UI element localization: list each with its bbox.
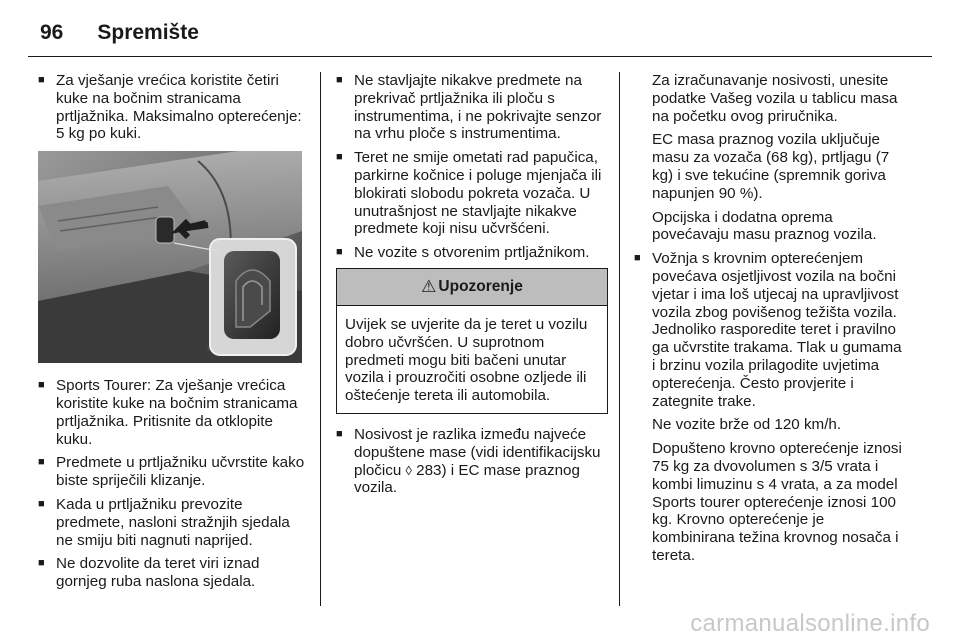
para-speed-limit: Ne vozite brže od 120 km/h. <box>652 416 842 434</box>
warning-box <box>336 268 608 414</box>
warning-icon: ⚠ <box>421 277 437 297</box>
payload-text-end: 283) i EC mase praznog vozila. <box>354 461 580 497</box>
warning-header <box>337 269 607 306</box>
bullet-seat-backs: ■ Kada u prtljažniku prevozite predmete, nasloni stražnjih sjedala ne smiju biti nagnuti naprijed. <box>38 496 306 549</box>
luggage-hook-illustration <box>38 151 302 363</box>
warning-title: Upozorenje <box>438 278 523 296</box>
bullet-no-objects-dashboard: ■ Ne stavljajte nikakve predmete na prekrivač prtljažnika ili ploču s instrumentima, i ne pokrivajte senzor na vrhu ploče s instrumentima. <box>336 72 608 143</box>
bullet-roof-load: ■ Vožnja s krovnim opterećenjem povećava osjetljivost vozila na bočni vjetar i ima loš utjecaj na upravljivost vozila zbog povišenog težišta vozila. Jednoliko rasporedite teret i pravilno ga učvrstite trakama. Tlak u gumama i brzinu vozila prilagodite uvjetima opterećenja. Često provjerite i zategnite trake. <box>634 250 906 410</box>
column-3 <box>634 72 906 571</box>
page-reference-icon: ◊ <box>405 462 412 478</box>
para-ec-mass: EC masa praznog vozila uključuje masu za vozača (68 kg), prtljagu (7 kg) i sve tekućine (spremnik goriva napunjen 90 %). <box>652 131 890 202</box>
payload-text-start: Nosivost je razlika između najveće dopuštene mase (vidi identifikacijsku pločicu <box>354 425 601 479</box>
bullet-pedals-free: ■ Teret ne smije ometati rad papučica, parkirne kočnice i poluge mjenjača ili blokirati slobodu pokreta vozača. U unutrašnjost ne stavljajte nikakve predmete koji nisu učvršćeni. <box>336 149 608 238</box>
page-number: 96 <box>40 21 64 44</box>
bullet-closed-tailgate: ■ Ne vozite s otvorenim prtljažnikom. <box>336 244 608 262</box>
page-header <box>40 16 199 50</box>
bullet-sports-tourer: ■ Sports Tourer: Za vješanje vrećica koristite kuke na bočnim stranicama prtljažnika. Pritisnite da otklopite kuku. <box>38 377 306 448</box>
watermark: carmanualsonline.info <box>690 610 930 637</box>
luggage-hook-photo <box>38 151 302 363</box>
column-1 <box>38 72 306 597</box>
page-title: Spremište <box>97 21 199 44</box>
header-divider <box>28 56 932 57</box>
bullet-cargo-height: ■ Ne dozvolite da teret viri iznad gornjeg ruba naslona sjedala. <box>38 555 306 591</box>
para-payload-calc: Za izračunavanje nosivosti, unesite podatke Vašeg vozila u tablicu masa na početku ovog priručnika. <box>652 72 898 125</box>
bullet-bag-hooks: ■ Za vješanje vrećica koristite četiri kuke na bočnim stranicama prtljažnika. Maksimalno opterećenje: 5 kg po kuki. <box>38 72 306 143</box>
bullet-payload <box>336 426 608 497</box>
column-divider-2 <box>619 72 620 606</box>
warning-text: Uvijek se uvjerite da je teret u vozilu dobro učvršćen. U suprotnom predmeti mogu biti bačeni unutar vozila i prouzročiti osobne ozljede ili oštećenje tereta ili automobila. <box>345 315 588 405</box>
para-optional-equipment: Opcijska i dodatna oprema povećavaju masu praznog vozila. <box>652 208 877 244</box>
column-divider-1 <box>320 72 321 606</box>
column-2 <box>336 72 608 503</box>
bullet-secure-items: ■ Predmete u prtljažniku učvrstite kako biste spriječili klizanje. <box>38 454 306 490</box>
para-permitted-roof-load: Dopušteno krovno opterećenje iznosi 75 kg za dvovolumen s 3/5 vrata i kombi limuzinu s 4 vrata, a za model Sports tourer opterećenje iznosi 100 kg. Krovno opterećenje je kombinirana težina krovnog nosača i tereta. <box>652 440 902 564</box>
